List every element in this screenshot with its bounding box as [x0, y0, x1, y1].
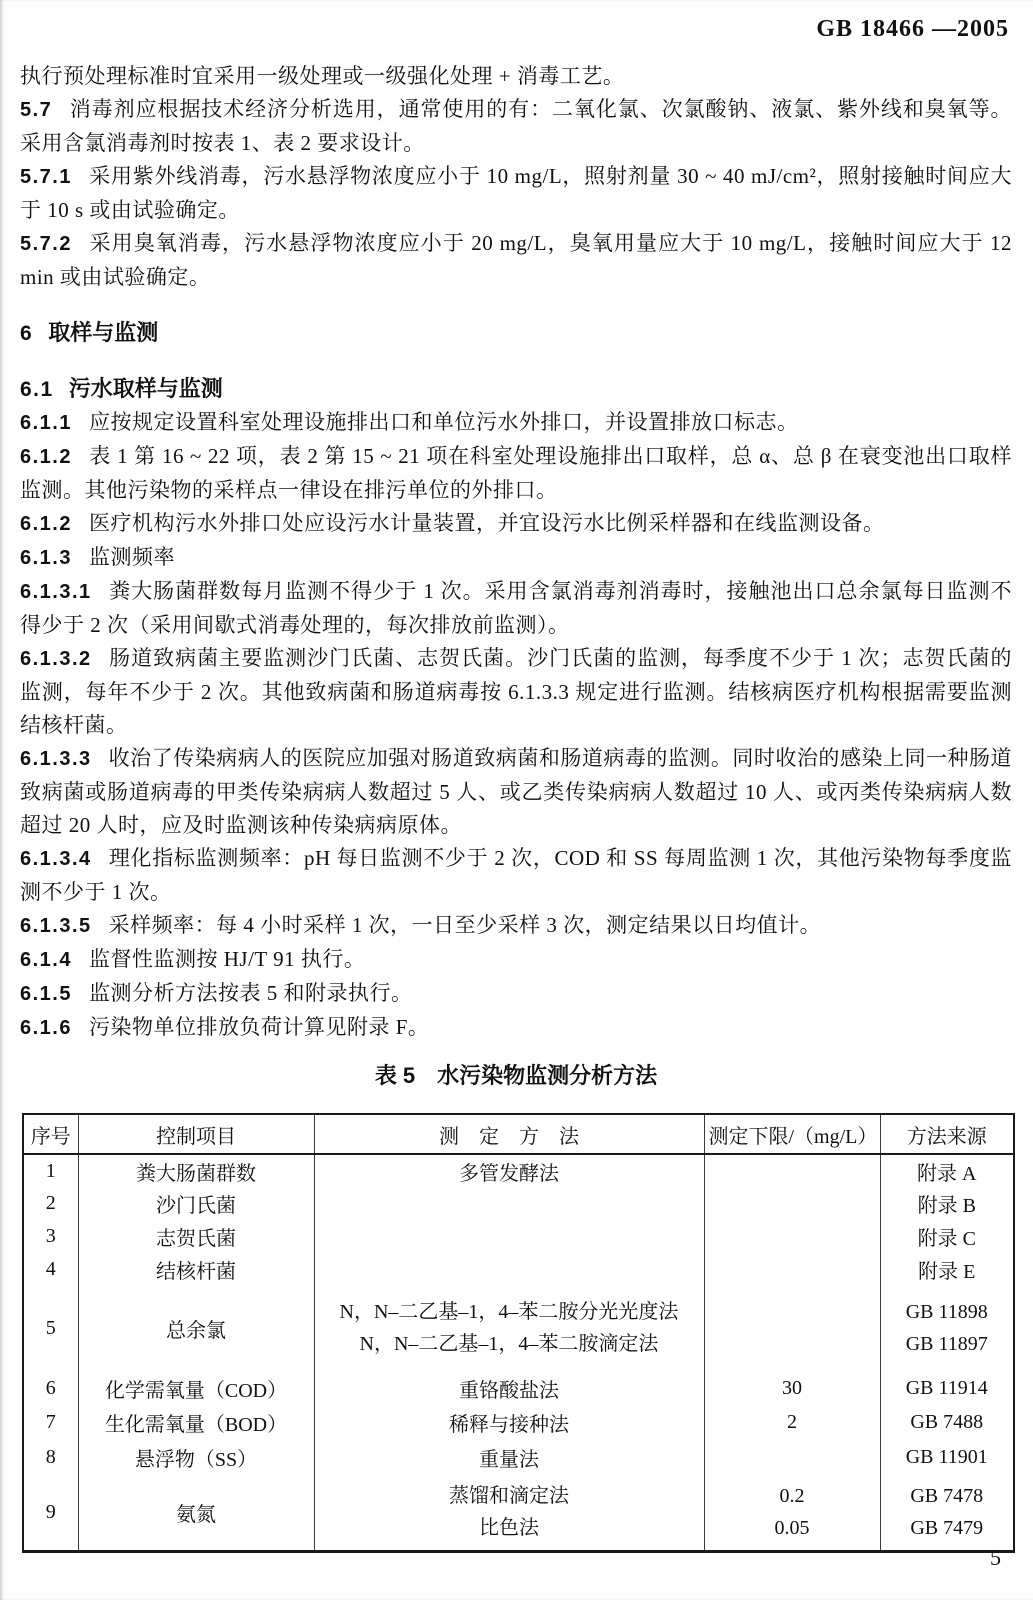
paragraph	[20, 642, 1012, 742]
paragraph-text: 监测频率	[88, 545, 175, 569]
table-row	[23, 1220, 1014, 1253]
table-title: 表 5 水污染物监测分析方法	[374, 1063, 658, 1088]
column-header-method: 测 定 方 法	[314, 1114, 704, 1154]
section-number: 6.1.3.4	[20, 848, 92, 870]
paragraph	[20, 977, 1012, 1011]
cell-limit: 2	[704, 1406, 880, 1439]
page-number: 5	[990, 1545, 1001, 1570]
cell-item: 氨氮	[78, 1475, 314, 1551]
paragraph-text: 消毒剂应根据技术经济分析选用，通常使用的有：二氧化氯、次氯酸钠、液氯、紫外线和臭氧等。采用含氯消毒剂时按表 1、表 2 要求设计。	[20, 97, 1012, 155]
cell-no: 6	[45, 1376, 56, 1399]
paragraph-text: 污染物单位排放负荷计算见附录 F。	[88, 1015, 430, 1039]
paragraph	[20, 575, 1012, 642]
cell-method	[314, 1253, 704, 1286]
section-number: 6.1.5	[20, 983, 72, 1005]
section-number: 5.7	[20, 99, 53, 121]
cell-limit	[704, 1253, 880, 1286]
paragraph-text: 理化指标监测频率：pH 每日监测不少于 2 次，COD 和 SS 每周监测 1 次，其他污染物每季度监测不少于 1 次。	[20, 846, 1012, 904]
section-number: 6.1.2	[20, 513, 72, 535]
section-number: 6.1.3	[20, 547, 72, 569]
cell-no: 9	[45, 1500, 56, 1523]
cell-method: 重铬酸盐法	[314, 1370, 704, 1406]
table-row	[23, 1154, 1014, 1187]
cell-method: 重量法	[314, 1439, 704, 1475]
analysis-method-table	[22, 1113, 1015, 1553]
paragraph	[20, 406, 1012, 440]
cell-no: 1	[45, 1159, 56, 1182]
source-line: GB 7479	[910, 1517, 984, 1540]
section-number: 6.1.3.3	[20, 748, 92, 770]
section-heading	[20, 316, 1012, 350]
cell-item: 志贺氏菌	[78, 1220, 314, 1253]
method-line: N，N–二乙基–1，4–苯二胺分光光度法	[339, 1301, 679, 1323]
paragraph	[20, 1011, 1012, 1045]
section-number: 6.1.3.1	[20, 581, 92, 603]
paragraph	[20, 227, 1012, 294]
paragraph	[20, 842, 1012, 909]
cell-item: 沙门氏菌	[78, 1187, 314, 1220]
source-line: GB 7478	[910, 1485, 984, 1508]
cell-method	[314, 1475, 704, 1551]
paragraph	[20, 60, 1012, 93]
paragraph-text: 粪大肠菌群数每月监测不得少于 1 次。采用含氯消毒剂消毒时，接触池出口总余氯每日监测不得少于 2 次（采用间歇式消毒处理的，每次排放前监测）。	[20, 579, 1012, 637]
paragraph	[20, 507, 1012, 541]
paragraph	[20, 440, 1012, 507]
cell-source: GB 11914	[880, 1370, 1014, 1406]
paragraph-text: 监测分析方法按表 5 和附录执行。	[88, 981, 413, 1005]
method-line: N，N–二乙基–1，4–苯二胺滴定法	[359, 1333, 659, 1355]
cell-limit	[704, 1286, 880, 1370]
cell-limit	[704, 1187, 880, 1220]
paragraph-text: 收治了传染病病人的医院应加强对肠道致病菌和肠道病毒的监测。同时收治的感染上同一种肠道致病菌或肠道病毒的甲类传染病病人数超过 5 人、或乙类传染病病人数超过 10 人、或丙类传染病病人数超过 20 人时，应及时监测该种传染病病原体。	[20, 746, 1012, 837]
cell-limit	[704, 1154, 880, 1187]
document-body	[20, 60, 1012, 1553]
cell-source: 附录 C	[880, 1220, 1014, 1253]
cell-limit	[704, 1220, 880, 1253]
paragraph-text: 采样频率：每 4 小时采样 1 次，一日至少采样 3 次，测定结果以日均值计。	[108, 913, 822, 937]
section-number: 6.1	[20, 378, 54, 401]
cell-no: 8	[45, 1445, 56, 1468]
cell-no: 7	[45, 1411, 56, 1433]
cell-method	[314, 1286, 704, 1370]
cell-method	[314, 1220, 704, 1253]
cell-source: 附录 A	[880, 1154, 1014, 1187]
paragraph-text: 执行预处理标准时宜采用一级处理或一级强化处理 + 消毒工艺。	[20, 64, 625, 88]
cell-no: 2	[45, 1192, 56, 1214]
table-row	[23, 1286, 1014, 1370]
paragraph-text: 肠道致病菌主要监测沙门氏菌、志贺氏菌。沙门氏菌的监测，每季度不少于 1 次；志贺氏菌的监测，每年不少于 2 次。其他致病菌和肠道病毒按 6.1.3.3 规定进行监测。结核病医疗机构根据需要监测结核杆菌。	[20, 646, 1012, 737]
paragraph-text: 表 1 第 16 ~ 22 项，表 2 第 15 ~ 21 项在科室处理设施排出口取样，总 α、总 β 在衰变池出口取样监测。其他污染物的采样点一律设在排污单位的外排口。	[20, 444, 1012, 502]
cell-limit	[704, 1439, 880, 1475]
table-row	[23, 1187, 1014, 1220]
cell-source	[880, 1286, 1014, 1370]
cell-method: 稀释与接种法	[314, 1406, 704, 1439]
cell-source: 附录 B	[880, 1187, 1014, 1220]
paragraph	[20, 742, 1012, 842]
cell-source: GB 7488	[880, 1406, 1014, 1439]
subsection-heading	[20, 372, 1012, 406]
table-row	[23, 1475, 1014, 1551]
section-number: 6.1.6	[20, 1017, 72, 1039]
section-number: 6.1.2	[20, 446, 72, 468]
cell-item: 结核杆菌	[78, 1253, 314, 1286]
cell-no: 5	[45, 1316, 56, 1339]
cell-item: 总余氯	[78, 1286, 314, 1370]
paragraph	[20, 541, 1012, 575]
cell-item: 悬浮物（SS）	[78, 1439, 314, 1475]
cell-no: 4	[45, 1258, 56, 1280]
cell-item: 粪大肠菌群数	[78, 1154, 314, 1187]
paragraph-text: 应按规定设置科室处理设施排出口和单位污水外排口，并设置排放口标志。	[88, 410, 799, 434]
paragraph	[20, 93, 1012, 160]
column-header-source: 方法来源	[880, 1114, 1014, 1154]
paragraph	[20, 943, 1012, 977]
cell-source: GB 11901	[880, 1439, 1014, 1475]
table-row	[23, 1253, 1014, 1286]
paragraph-text: 采用紫外线消毒，污水悬浮物浓度应小于 10 mg/L，照射剂量 30 ~ 40 mJ/cm²，照射接触时间应大于 10 s 或由试验确定。	[20, 164, 1012, 222]
paragraph-text: 医疗机构污水外排口处应设污水计量装置，并宜设污水比例采样器和在线监测设备。	[88, 511, 885, 535]
section-number: 5.7.1	[20, 166, 72, 188]
paragraph	[20, 909, 1012, 943]
column-header-item: 控制项目	[78, 1114, 314, 1154]
section-number: 6	[20, 322, 34, 345]
table-row	[23, 1439, 1014, 1475]
table-row	[23, 1406, 1014, 1439]
paragraph-text: 监督性监测按 HJ/T 91 执行。	[88, 947, 366, 971]
table-header-row	[23, 1114, 1014, 1154]
method-line: 蒸馏和滴定法	[449, 1485, 569, 1508]
limit-line: 0.2	[779, 1485, 805, 1508]
section-title: 取样与监测	[48, 320, 159, 345]
cell-source	[880, 1475, 1014, 1551]
paragraph	[20, 160, 1012, 227]
section-number: 6.1.1	[20, 412, 72, 434]
column-header-no: 序号	[23, 1114, 78, 1154]
section-number: 6.1.3.5	[20, 915, 92, 937]
limit-line: 0.05	[774, 1517, 810, 1540]
column-header-limit: 测定下限/（mg/L）	[704, 1114, 880, 1154]
cell-limit	[704, 1475, 880, 1551]
cell-source: 附录 E	[880, 1253, 1014, 1286]
cell-item: 化学需氧量（COD）	[78, 1370, 314, 1406]
standard-code: GB 18466 —2005	[816, 16, 1009, 42]
section-number: 6.1.4	[20, 949, 72, 971]
section-number: 5.7.2	[20, 233, 72, 255]
source-line: GB 11898	[905, 1301, 988, 1323]
section-title: 污水取样与监测	[68, 376, 223, 401]
cell-limit: 30	[704, 1370, 880, 1406]
cell-item: 生化需氧量（BOD）	[78, 1406, 314, 1439]
cell-no: 3	[45, 1225, 56, 1247]
table-row	[23, 1370, 1014, 1406]
paragraph-text: 采用臭氧消毒，污水悬浮物浓度应小于 20 mg/L，臭氧用量应大于 10 mg/L，接触时间应大于 12 min 或由试验确定。	[20, 231, 1012, 289]
source-line: GB 11897	[905, 1333, 988, 1355]
cell-method: 多管发酵法	[314, 1154, 704, 1187]
cell-method	[314, 1187, 704, 1220]
method-line: 比色法	[479, 1517, 539, 1540]
section-number: 6.1.3.2	[20, 648, 92, 670]
